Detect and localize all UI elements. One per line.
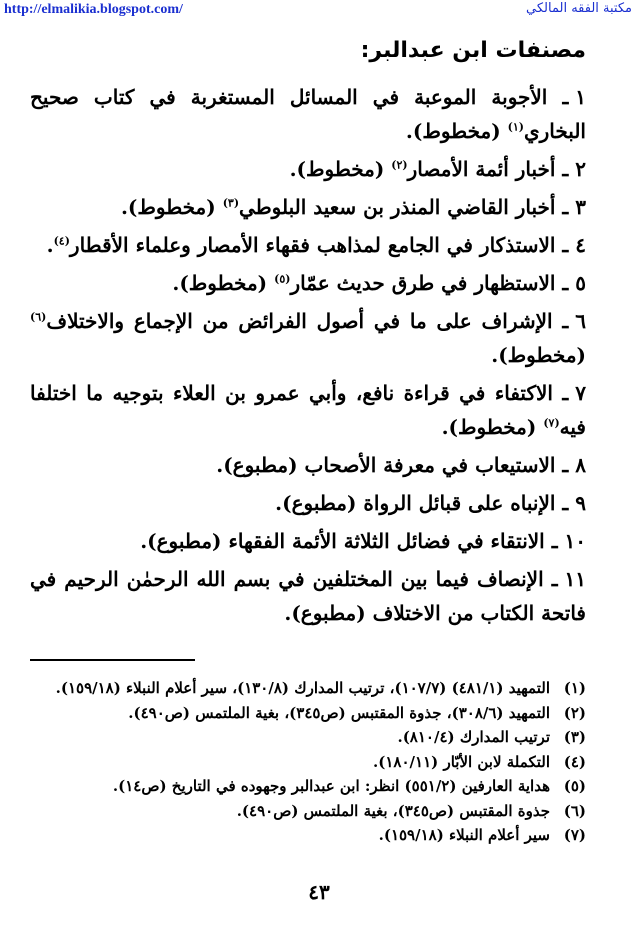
- item-status: (مخطوط).: [491, 343, 586, 367]
- item-number: ٤ ـ: [562, 233, 586, 257]
- list-item: [30, 152, 586, 186]
- item-number: ٥ ـ: [562, 271, 586, 295]
- site-name: مكتبة الفقه المالكي: [526, 1, 632, 16]
- list-item: [30, 562, 586, 630]
- footnote-text: ترتيب المدارك (٨١٠/٤).: [397, 728, 550, 746]
- footnote-number: (١): [563, 679, 586, 697]
- item-number: ١١ ـ: [551, 567, 586, 591]
- blog-url-link[interactable]: http://elmalikia.blogspot.com/: [4, 2, 183, 17]
- item-status: (مخطوط).: [405, 119, 501, 143]
- item-text: أخبار القاضي المنذر بن سعيد البلوطي: [239, 195, 556, 219]
- list-item: [30, 228, 586, 262]
- page-title: مصنفات ابن عبدالبر:: [360, 38, 586, 63]
- item-text: الاكتفاء في قراءة نافع، وأبي عمرو بن العلاء بتوجيه ما اختلفا فيه: [30, 381, 586, 439]
- page-number: ٤٣: [308, 880, 330, 904]
- footnote-text: سير أعلام النبلاء (١٥٩/١٨).: [378, 826, 550, 844]
- list-item: [30, 80, 586, 148]
- footnote: [30, 823, 586, 848]
- footnote: [30, 676, 586, 701]
- footnote-number: (٢): [563, 703, 586, 722]
- footnote: [30, 725, 586, 750]
- footnote-text: جذوة المقتبس (ص٣٤٥)، بغية الملتمس (ص٤٩٠).: [236, 801, 550, 820]
- top-bar: [0, 0, 638, 22]
- item-text: الأجوبة الموعبة في المسائل المستغربة في كتاب صحيح البخاري: [30, 85, 586, 143]
- footnote: [30, 750, 586, 775]
- item-text: الإنباه على قبائل الرواة (مطبوع).: [275, 491, 556, 515]
- item-number: ٧ ـ: [562, 381, 586, 405]
- footnote-ref[interactable]: (١): [507, 120, 524, 134]
- works-list: [30, 80, 586, 634]
- footnote-text: التمهيد (٣٠٨/٦)، جذوة المقتبس (ص٣٤٥)، بغية الملتمس (ص٤٩٠).: [128, 703, 550, 722]
- item-text: الإشراف على ما في أصول الفرائض من الإجماع والاختلاف: [46, 309, 553, 333]
- footnote-text: هداية العارفين (٥٥١/٢) انظر: ابن عبدالبر وجهوده في التاريخ (ص١٤).: [112, 777, 550, 795]
- item-number: ١٠ ـ: [551, 529, 586, 553]
- item-text: أخبار أئمة الأمصار: [407, 157, 556, 181]
- list-item: [30, 190, 586, 224]
- item-status: (مخطوط).: [441, 415, 537, 439]
- footnote-number: (٤): [563, 752, 586, 771]
- footnote-ref[interactable]: (٥): [274, 272, 291, 286]
- item-number: ٣ ـ: [562, 195, 586, 219]
- footnote-number: (٦): [563, 801, 586, 820]
- footnote: [30, 799, 586, 824]
- item-number: ٦ ـ: [562, 309, 586, 333]
- list-item: [30, 266, 586, 300]
- list-item: [30, 376, 586, 444]
- footnote-text: التكملة لابن الأبّار (١٨٠/١١).: [373, 752, 550, 771]
- footnote-ref[interactable]: (٣): [222, 196, 240, 210]
- footnote-text: التمهيد (٤٨١/١) (١٠٧/٧)، ترتيب المدارك (١٣٠/٨)، سير أعلام النبلاء (١٥٩/١٨).: [55, 679, 550, 697]
- footnote-ref[interactable]: (٢): [391, 158, 408, 172]
- footnotes: [30, 676, 586, 848]
- item-number: ٢ ـ: [562, 157, 586, 181]
- list-item: [30, 448, 586, 482]
- item-status: .: [46, 233, 54, 257]
- item-text: الاستظهار في طرق حديث عمّار: [290, 271, 556, 295]
- footnote-ref[interactable]: (٧): [543, 416, 560, 430]
- footnote-ref[interactable]: (٦): [30, 310, 47, 324]
- item-text: الإنصاف فيما بين المختلفين في بسم الله الرحمٰن الرحيم في فاتحة الكتاب من الاختلاف (مطبوع).: [30, 567, 586, 625]
- footnote: [30, 774, 586, 799]
- footnote-number: (٣): [563, 728, 586, 746]
- item-number: ٩ ـ: [562, 491, 586, 515]
- item-number: ١ ـ: [562, 85, 587, 109]
- item-number: ٨ ـ: [562, 453, 586, 477]
- item-status: (مخطوط).: [172, 271, 268, 295]
- list-item: [30, 486, 586, 520]
- footnote-number: (٥): [563, 777, 586, 795]
- footnote-number: (٧): [563, 826, 586, 844]
- item-text: الاستيعاب في معرفة الأصحاب (مطبوع).: [216, 453, 556, 477]
- item-text: الانتقاء في فضائل الثلاثة الأئمة الفقهاء (مطبوع).: [140, 529, 545, 553]
- item-text: الاستذكار في الجامع لمذاهب فقهاء الأمصار وعلماء الأقطار: [69, 233, 556, 257]
- list-item: [30, 524, 586, 558]
- footnote-divider: [30, 659, 195, 661]
- footnote: [30, 701, 586, 726]
- footnote-ref[interactable]: (٤): [53, 234, 70, 248]
- item-status: (مخطوط).: [289, 157, 385, 181]
- list-item: [30, 304, 586, 372]
- item-status: (مخطوط).: [120, 195, 216, 219]
